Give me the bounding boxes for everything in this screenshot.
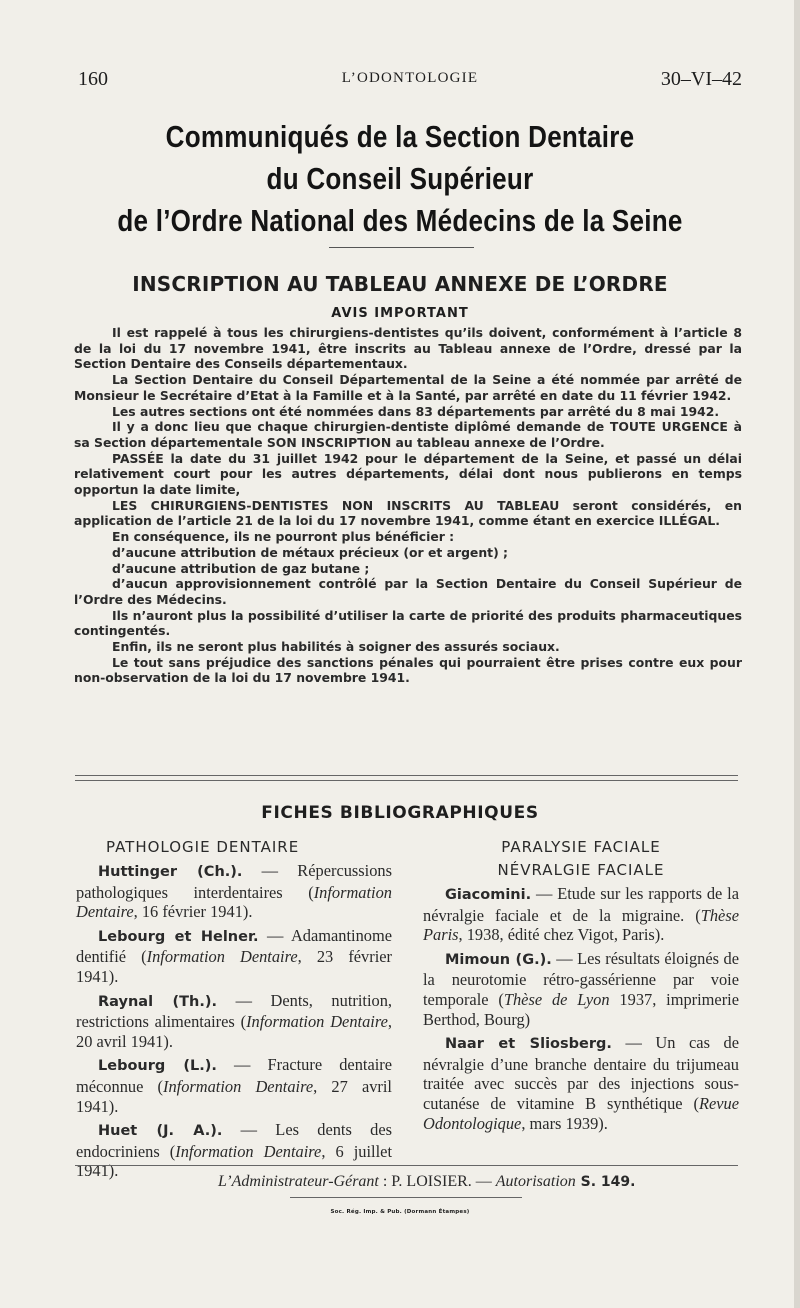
left-column <box>76 838 392 1185</box>
notice-body <box>74 325 742 686</box>
notice-paragraph: Il y a donc lieu que chaque chirurgien-dentiste diplômé demande de TOUTE URGENCE à sa Section départementale SON INSCRIPTION au tableau annexe de l’Ordre. <box>74 419 742 450</box>
footer-role: L’Administrateur-Gérant <box>218 1173 379 1190</box>
title-line-3: de l’Ordre National des Médecins de la Seine <box>117 203 683 238</box>
notice-paragraph: Enfin, ils ne seront plus habilités à soigner des assurés sociaux. <box>112 639 560 655</box>
fiches-heading: FICHES BIBLIOGRAPHIQUES <box>261 803 539 823</box>
bibliography-entry: Giacomini. — Etude sur les rapports de la névralgie faciale et de la migraine. (Thèse Paris, 1938, édité chez Vigot, Paris). <box>423 884 739 945</box>
footer-name: : P. LOISIER. — <box>378 1173 496 1190</box>
title-divider <box>329 247 474 248</box>
notice-paragraph: LES CHIRURGIENS-DENTISTES NON INSCRITS AU TABLEAU seront considérés, en application de l’article 21 de la loi du 17 novembre 1941, comme étant en exercice ILLÉGAL. <box>74 497 742 529</box>
page-title <box>98 116 703 242</box>
notice-paragraph: La Section Dentaire du Conseil Départemental de la Seine a été nommée par arrêté de Monsieur le Secrétaire d’Etat à la Famille et à la Santé, par arrêté en date du 11 février 1942. <box>74 372 742 403</box>
bibliography-entry: Mimoun (G.). — Les résultats éloignés de la neurotomie rétro-gassérienne par voie temporale (Thèse de Lyon 1937, imprimerie Berthod, Bourg) <box>423 948 739 1029</box>
bibliography-entry: Huttinger (Ch.). — Répercussions pathologiques interdentaires (Information Dentaire, 16 février 1941). <box>76 861 392 922</box>
column-heading: PATHOLOGIE DENTAIRE <box>106 838 300 856</box>
bibliography-entry: Lebourg et Helner. — Adamantinome dentifié (Information Dentaire, 23 février 1941). <box>76 925 392 986</box>
right-column <box>423 838 739 1137</box>
section-divider <box>75 780 738 781</box>
notice-paragraph: PASSÉE la date du 31 juillet 1942 pour le département de la Seine, et passé un délai relativement court pour les autres départements, délai dont nous publierons en temps opportun la date limite, <box>74 450 742 498</box>
footer-divider <box>290 1197 522 1198</box>
notice-paragraph: Les autres sections ont été nommées dans 83 départements par arrêté du 8 mai 1942. <box>112 403 720 419</box>
notice-paragraph: d’aucune attribution de métaux précieux (or et argent) ; <box>112 544 509 560</box>
page-number: 160 <box>78 68 108 90</box>
column-heading: PARALYSIE FACIALE <box>501 838 661 856</box>
inscription-heading: INSCRIPTION AU TABLEAU ANNEXE DE L’ORDRE <box>132 272 668 296</box>
footer-authorisation: Autorisation <box>495 1173 576 1190</box>
bibliography-entry: Naar et Sliosberg. — Un cas de névralgie d’une branche dentaire du trijumeau traitée avec succès par des injections sous-cutanése de vitamine B synthétique (Revue Odontologique, mars 1939). <box>423 1033 739 1133</box>
notice-paragraph: Le tout sans préjudice des sanctions pénales qui pourraient être prises contre eux pour non-observation de la loi du 17 novembre 1941. <box>74 654 742 686</box>
title-line-2: du Conseil Supérieur <box>266 161 534 196</box>
column-subheading: NÉVRALGIE FACIALE <box>497 861 665 879</box>
printer-imprint: Soc. Rég. Imp. & Pub. (Dormann Étampes) <box>330 1209 470 1215</box>
footer-credit <box>218 1173 635 1191</box>
bibliography-entry: Raynal (Th.). — Dents, nutrition, restrictions alimentaires (Information Dentaire, 20 avril 1941). <box>76 990 392 1051</box>
notice-paragraph: d’aucune attribution de gaz butane ; <box>112 560 370 576</box>
bibliography-entry: Huet (J. A.). — Les dents des endocriniens (Information Dentaire, 6 juillet 1941). <box>76 1120 392 1181</box>
footer-authorisation-number: S. 149. <box>575 1174 636 1190</box>
title-line-1: Communiqués de la Section Dentaire <box>165 119 635 154</box>
journal-name: L’ODONTOLOGIE <box>341 70 479 86</box>
running-head <box>78 68 742 92</box>
notice-paragraph: Il est rappelé à tous les chirurgiens-dentistes qu’ils doivent, conformément à l’article 8 de la loi du 17 novembre 1941, être inscrits au Tableau annexe de l’Ordre, dressé par la Section Dentaire des Conseils départementaux. <box>74 325 742 372</box>
footer-divider <box>75 1165 738 1166</box>
bibliography-entry: Lebourg (L.). — Fracture dentaire méconnue (Information Dentaire, 27 avril 1941). <box>76 1055 393 1116</box>
issue-date: 30–VI–42 <box>660 68 742 90</box>
page-edge <box>794 0 800 1308</box>
avis-heading: AVIS IMPORTANT <box>331 306 469 321</box>
notice-paragraph: Ils n’auront plus la possibilité d’utiliser la carte de priorité des produits pharmaceutiques contingentés. <box>74 607 742 639</box>
section-divider <box>75 775 738 776</box>
notice-paragraph: d’aucun approvisionnement contrôlé par la Section Dentaire du Conseil Supérieur de l’Ordre des Médecins. <box>74 576 742 607</box>
notice-paragraph: En conséquence, ils ne pourront plus bénéficier : <box>112 529 455 545</box>
